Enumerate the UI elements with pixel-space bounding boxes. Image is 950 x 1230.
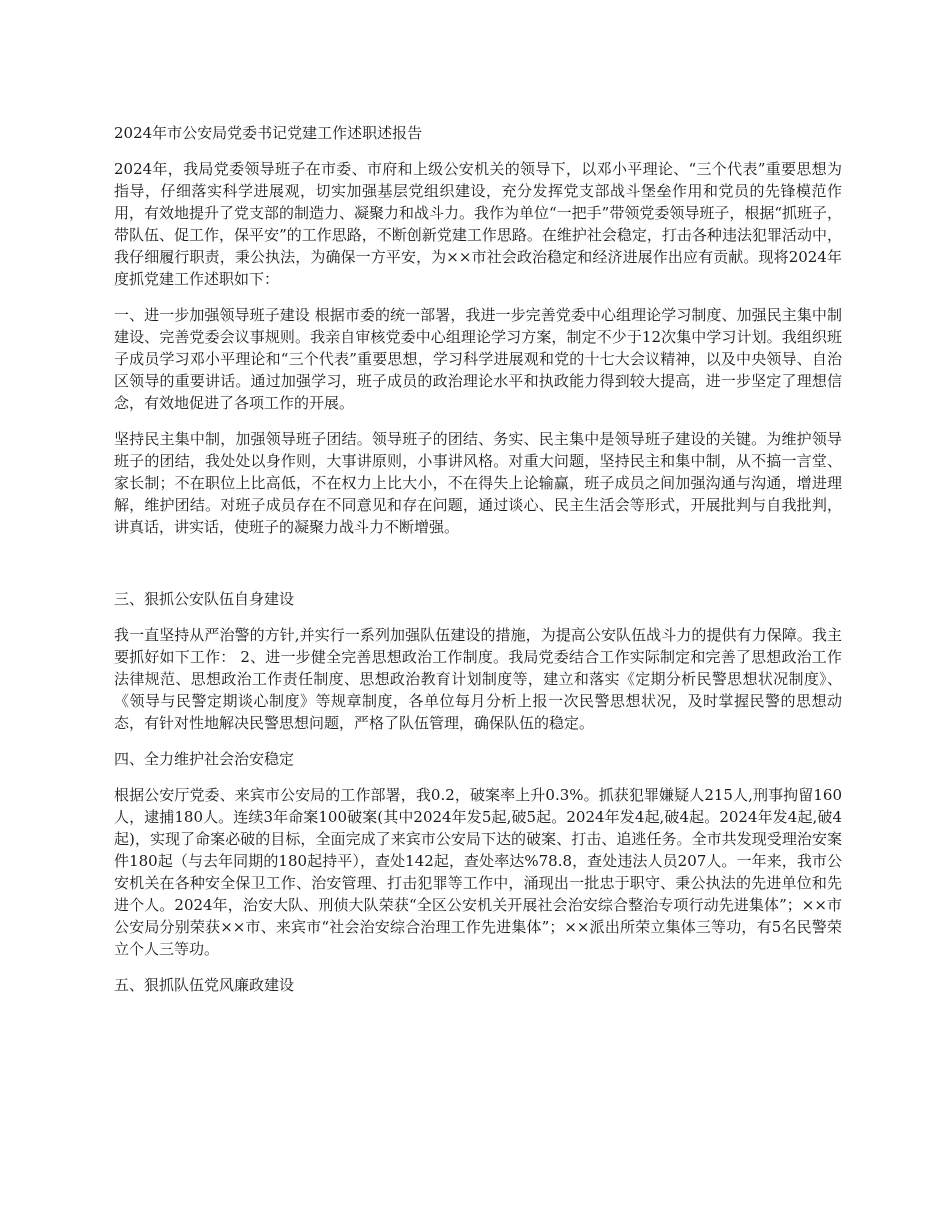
document-title: 2024年市公安局党委书记党建工作述职述报告 bbox=[114, 124, 423, 142]
section-gap bbox=[114, 552, 842, 588]
section-3-paragraph: 我一直坚持从严治警的方针,并实行一系列加强队伍建设的措施，为提高公安队伍战斗力的提供有力保障。我主要抓好如下工作： 2、进一步健全完善思想政治工作制度。我局党委结合工作实际制定和完善了思想政治工作法律规范、思想政治工作责任制度、思想政治教育计划制度等，建立和落实《定期分析民警思想状况制度》、《领导与民警定期谈心制度》等规章制度，各单位每月分析上报一次民警思想状况，及时掌握民警的思想动态，有针对性地解决民警思想问题，严格了队伍管理，确保队伍的稳定。 bbox=[114, 626, 842, 732]
section-4-paragraph: 根据公安厅党委、来宾市公安局的工作部署，我0.2，破案率上升0.3%。抓获犯罪嫌疑人215人,刑事拘留160人，逮捕180人。连续3年命案100破案(其中2024年发5起,破5起。2024年发4起,破4起。2024年发4起,破4起)，实现了命案必破的目标，全面完成了来宾市公安局下达的破案、打击、追逃任务。全市共发现受理治安案件180起（与去年同期的180起持平），查处142起，查处率达%78.8，查处违法人员207人。一年来，我市公安机关在各种安全保卫工作、治安管理、打击犯罪等工作中，涌现出一批忠于职守、秉公执法的先进单位和先进个人。2024年，治安大队、刑侦大队荣获“全区公安机关开展社会治安综合整治专项行动先进集体”；××市公安局分别荣获××市、来宾市“社会治安综合治理工作先进集体”；××派出所荣立集体三等功，有5名民警荣立个人三等功。 bbox=[114, 786, 842, 958]
section-4-heading: 四、全力维护社会治安稳定 bbox=[114, 750, 295, 768]
document-page bbox=[114, 122, 842, 1010]
section-1-paragraph-2: 坚持民主集中制，加强领导班子团结。领导班子的团结、务实、民主集中是领导班子建设的关键。为维护领导班子的团结，我处处以身作则，大事讲原则，小事讲风格。对重大问题，坚持民主和集中制，从不搞一言堂、家长制；不在职位上比高低，不在权力上比大小，不在得失上论输赢，班子成员之间加强沟通与沟通，增进理解，维护团结。对班子成员存在不同意见和存在问题，通过谈心、民主生活会等形式，开展批判与自我批判，讲真话，讲实话，使班子的凝聚力战斗力不断增强。 bbox=[114, 430, 842, 536]
section-3-heading: 三、狠抓公安队伍自身建设 bbox=[114, 590, 295, 608]
section-5-heading: 五、狠抓队伍党风廉政建设 bbox=[114, 976, 295, 994]
section-1-paragraph: 一、进一步加强领导班子建设 根据市委的统一部署，我进一步完善党委中心组理论学习制度、加强民主集中制建设、完善党委会议事规则。我亲自审核党委中心组理论学习方案，制定不少于12次集中学习计划。我组织班子成员学习邓小平理论和“三个代表”重要思想，学习科学进展观和党的十七大会议精神，以及中央领导、自治区领导的重要讲话。通过加强学习，班子成员的政治理论水平和执政能力得到较大提高，进一步坚定了理想信念，有效地促进了各项工作的开展。 bbox=[114, 306, 842, 412]
intro-paragraph: 2024年，我局党委领导班子在市委、市府和上级公安机关的领导下，以邓小平理论、“三个代表”重要思想为指导，仔细落实科学进展观，切实加强基层党组织建设，充分发挥党支部战斗堡垒作用和党员的先锋模范作用，有效地提升了党支部的制造力、凝聚力和战斗力。我作为单位“一把手”带领党委领导班子，根据“抓班子，带队伍、促工作，保平安”的工作思路，不断创新党建工作思路。在维护社会稳定，打击各种违法犯罪活动中，我仔细履行职责，秉公执法，为确保一方平安，为××市社会政治稳定和经济进展作出应有贡献。现将2024年度抓党建工作述职如下： bbox=[114, 160, 843, 288]
